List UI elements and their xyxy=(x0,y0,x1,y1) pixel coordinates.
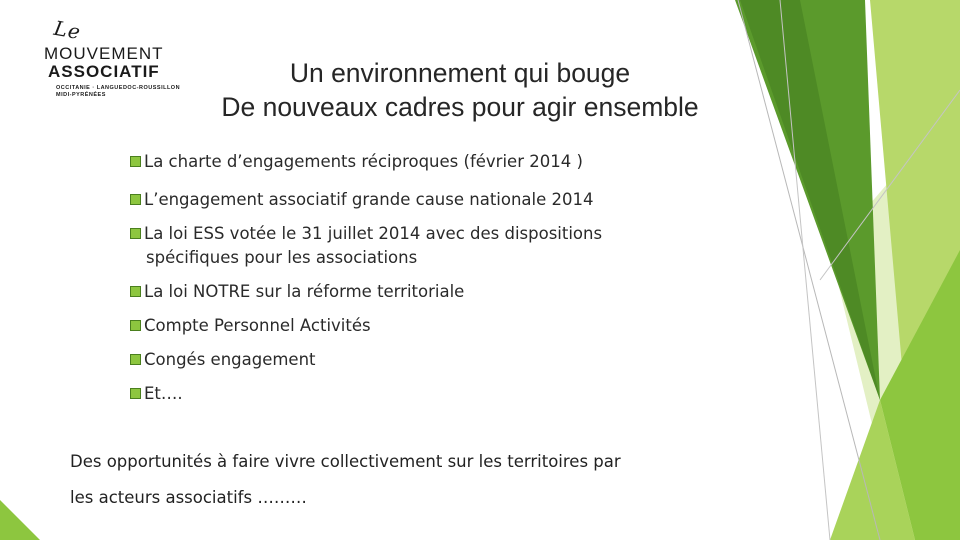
bullet-text: L’engagement associatif grande cause nationale 2014 xyxy=(144,190,594,209)
bullet-text: Compte Personnel Activités xyxy=(144,316,371,335)
checkbox-bullet-icon xyxy=(130,286,141,297)
checkbox-bullet-icon xyxy=(130,194,141,205)
logo-text-le: Le xyxy=(52,15,84,45)
bullet-text: La loi ESS votée le 31 juillet 2014 avec des dispositions xyxy=(144,224,603,243)
logo-text-associatif: ASSOCIATIF xyxy=(48,62,160,81)
title-line-2: De nouveaux cadres pour agir ensemble xyxy=(221,92,699,122)
title-line-1: Un environnement qui bouge xyxy=(289,58,631,88)
checkbox-bullet-icon xyxy=(130,388,141,399)
checkbox-bullet-icon xyxy=(130,354,141,365)
checkbox-bullet-icon xyxy=(130,156,141,167)
organization-logo xyxy=(40,15,181,123)
bullet-item xyxy=(130,188,594,212)
logo-text-mouvement: MOUVEMENT xyxy=(44,44,164,63)
bullet-text: La loi NOTRE sur la réforme territoriale xyxy=(144,282,465,301)
bullet-item xyxy=(130,382,183,406)
bullet-item xyxy=(130,348,316,372)
bullet-text: Et…. xyxy=(144,384,183,403)
bullet-text: Congés engagement xyxy=(144,350,316,369)
bullet-text: La charte d’engagements réciproques (février 2014 ) xyxy=(144,152,583,171)
bullet-item xyxy=(130,280,464,304)
bullet-item xyxy=(130,150,583,174)
closing-line-2: les acteurs associatifs ……… xyxy=(70,488,307,507)
logo-subtext-1: OCCITANIE · LANGUEDOC-ROUSSILLON xyxy=(56,85,181,91)
logo-subtext-2: MIDI-PYRÉNÉES xyxy=(56,92,106,98)
checkbox-bullet-icon xyxy=(130,320,141,331)
bullet-item xyxy=(130,314,371,338)
checkbox-bullet-icon xyxy=(130,228,141,239)
bullet-item xyxy=(130,222,603,267)
bullet-text-continuation: spécifiques pour les associations xyxy=(146,248,418,267)
closing-line-1: Des opportunités à faire vivre collectivement sur les territoires par xyxy=(70,452,621,471)
slide-title xyxy=(150,56,770,124)
left-corner-triangle xyxy=(0,500,40,540)
